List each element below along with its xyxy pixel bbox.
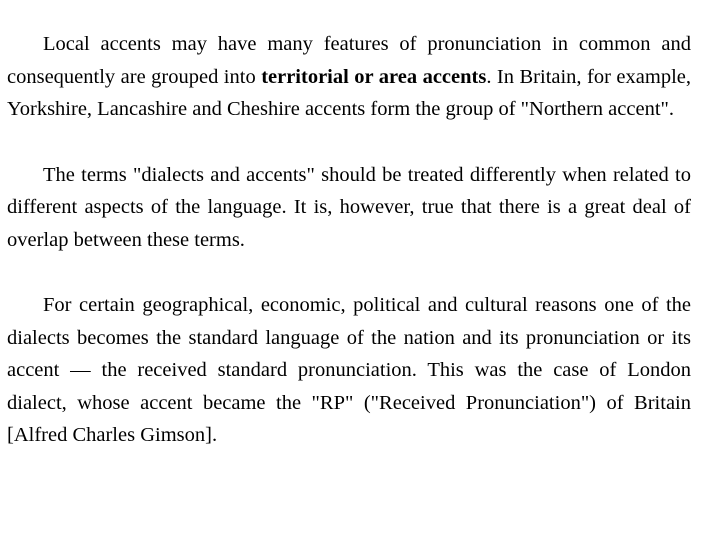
document-body bbox=[7, 28, 691, 485]
paragraph-dialects-and-accents: The terms "dialects and accents" should be treated differently when related to different aspects of the language. It is, however, true that there is a great deal of overlap between these terms. bbox=[7, 163, 691, 251]
term-territorial-accents: territorial or area accents bbox=[261, 65, 487, 88]
paragraph-1-text-end: . In Britain, for example, Yorkshire, Lancashire and Cheshire accents form the group of "Northern accent". bbox=[7, 65, 691, 120]
paragraph-standard-language: For certain geographical, economic, political and cultural reasons one of the dialects becomes the standard language of the nation and its pronunciation or its accent — the received standard pronunciation. This was the case of London dialect, whose accent became the "RP" ("Received Pronunciation") of Britain [Alfred Charles Gimson]. bbox=[7, 294, 691, 446]
paragraph-local-accents bbox=[7, 28, 691, 126]
paragraph-1-text-start: Local accents may have many features of pronunciation in common and consequently are grouped into bbox=[7, 33, 691, 88]
